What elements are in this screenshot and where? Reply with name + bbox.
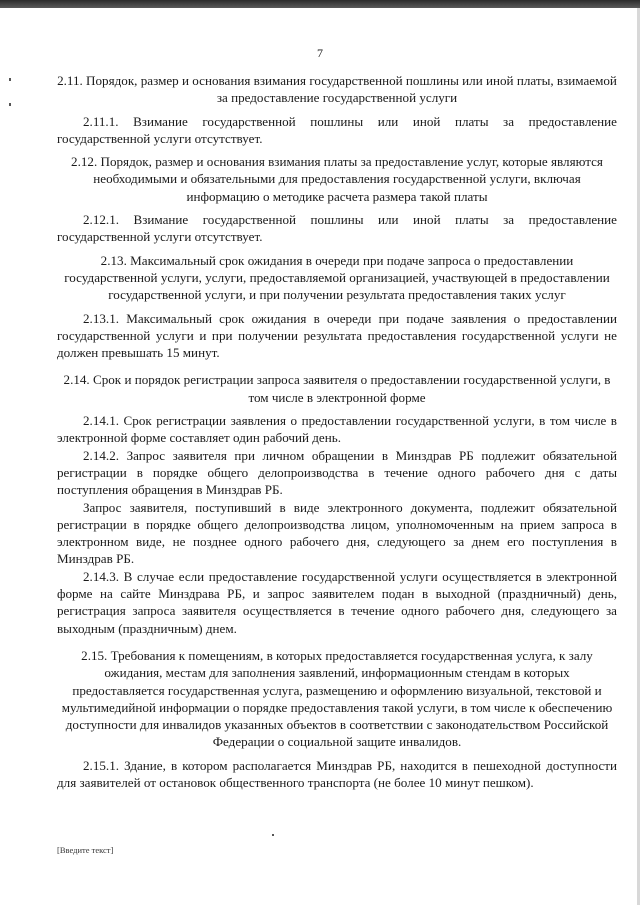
paragraph-2-14-1: 2.14.1. Срок регистрации заявления о предоставлении государственной услуги, в том числе в электронной форме составляет один рабочий день. (57, 413, 617, 446)
scan-artifact-mark (272, 834, 274, 836)
section-heading-2-11: 2.11. Порядок, размер и основания взимания государственной пошлины или иной платы, взимаемой за предоставление государственной услуги (57, 73, 617, 106)
paragraph-2-12-1: 2.12.1. Взимание государственной пошлины или иной платы за предоставление государственной услуги отсутствует. (57, 212, 617, 245)
section-heading-2-12: 2.12. Порядок, размер и основания взимания платы за предоставление услуг, которые являются необходимыми и обязательными для предоставления государственной услуги, включая информацию о методике расчета размера такой платы (71, 154, 603, 204)
scan-artifact-mark (9, 103, 11, 106)
paragraph-2-14-3: 2.14.3. В случае если предоставление государственной услуги осуществляется в электронной форме на сайте Минздрава РБ, и запрос заявителем подан в выходной (праздничный) день, регистрация запроса заявителя осуществляется в течение одного рабочего дня, следующего за выходным (праздничным) днем. (57, 568, 617, 636)
scan-artifact-mark (9, 78, 11, 81)
paragraph-2-15-1: 2.15.1. Здание, в котором располагается Минздрав РБ, находится в пешеходной доступности для заявителей от остановок общественного транспорта (не более 10 минут пешком). (57, 757, 617, 790)
document-body (57, 72, 617, 797)
scan-top-border (0, 0, 640, 8)
section-heading-2-15: 2.15. Требования к помещениям, в которых предоставляется государственная услуга, к залу ожидания, местам для заполнения заявлений, информационным стендам в которых предоставляется государственная услуга, размещению и оформлению визуальной, текстовой и мультимедийной информации о порядке предоставления такой услуги, в том числе к обеспечению доступности для инвалидов указанных объектов в соответствии с законодательством Российской Федерации о социальной защите инвалидов. (61, 647, 613, 750)
paragraph-2-11-1: 2.11.1. Взимание государственной пошлины или иной платы за предоставление государственной услуги отсутствует. (57, 113, 617, 146)
paragraph-2-14-2: 2.14.2. Запрос заявителя при личном обращении в Минздрав РБ подлежит обязательной регистрации в порядке общего делопроизводства в течение одного рабочего дня с даты поступления обращения в Минздрав РБ. (57, 447, 617, 498)
footer-placeholder: [Введите текст] (57, 845, 114, 855)
page-number: 7 (317, 46, 323, 60)
section-heading-2-14: 2.14. Срок и порядок регистрации запроса заявителя о предоставлении государственной услуги, в том числе в электронной форме (63, 372, 611, 405)
paragraph-electronic-request: Запрос заявителя, поступивший в виде электронного документа, подлежит обязательной регистрации в порядке общего делопроизводства лицом, уполномоченным на прием запроса в электронном виде, не позднее одного рабочего дня, следующего за днем его поступления в Минздрав РБ. (57, 499, 617, 567)
section-heading-2-13: 2.13. Максимальный срок ожидания в очереди при подаче запроса о предоставлении государственной услуги, услуги, предоставляемой организацией, участвующей в предоставлении государственной услуги, и при получении результата предоставления таких услуг (64, 252, 610, 303)
paragraph-2-13-1: 2.13.1. Максимальный срок ожидания в очереди при подаче заявления о предоставлении государственной услуги и при получении результата предоставления государственной услуги не должен превышать 15 минут. (57, 310, 617, 361)
